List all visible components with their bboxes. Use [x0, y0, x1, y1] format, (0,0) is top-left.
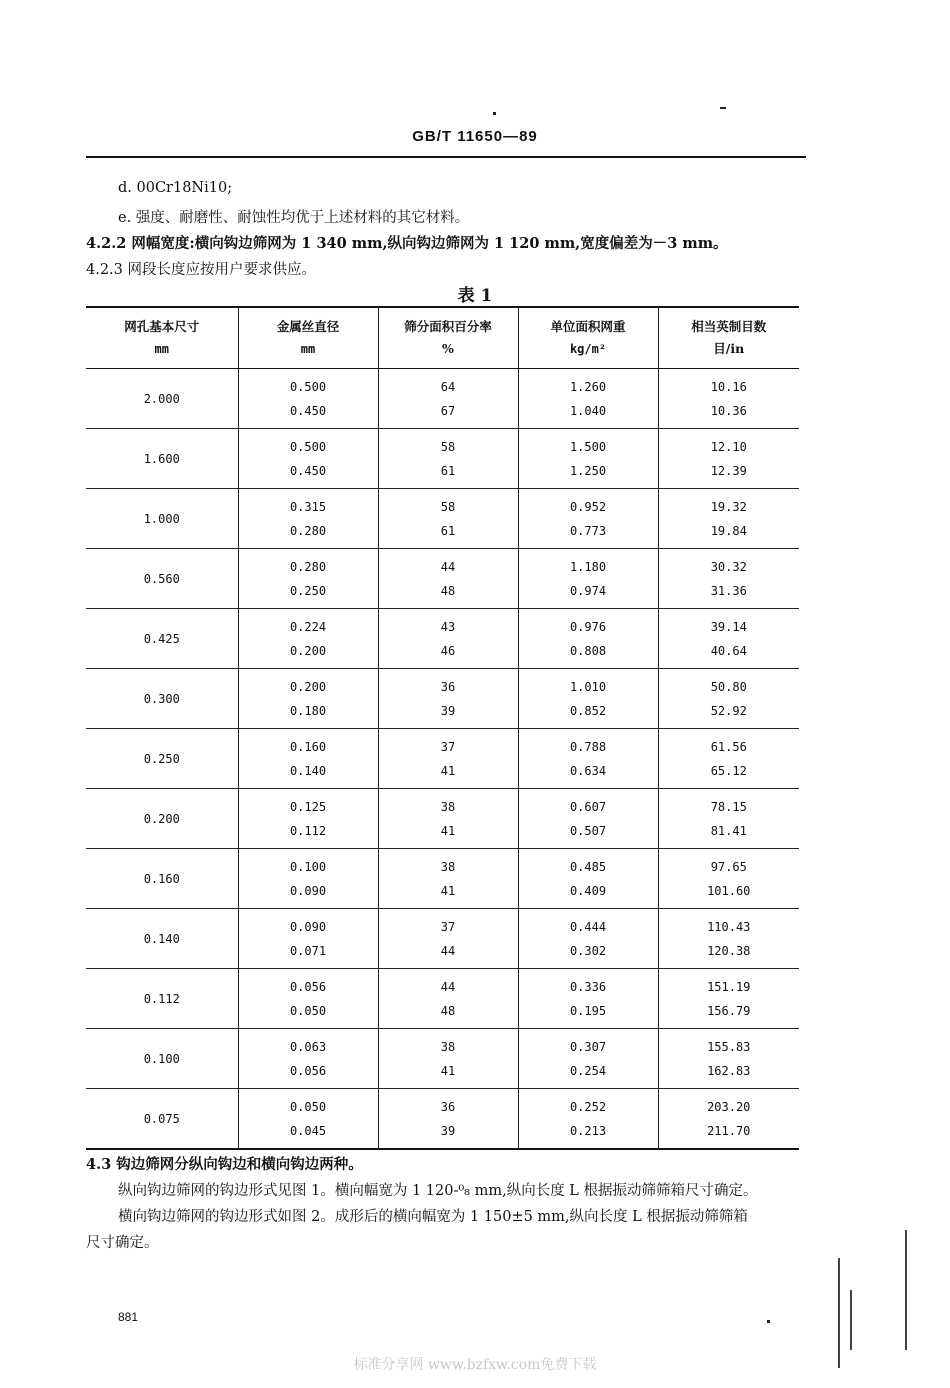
cell-value: 46	[440, 643, 456, 658]
cell-open-area	[378, 669, 518, 729]
cell-aperture	[86, 609, 238, 669]
cell-value: 151.19	[707, 979, 751, 994]
cell-value: 0.450	[289, 403, 327, 418]
cell-value: 1.040	[569, 403, 607, 418]
cell-wire-diameter	[238, 849, 378, 909]
cell-value: 12.10	[710, 439, 747, 454]
table-row	[86, 909, 799, 969]
cell-value: 41	[440, 1063, 456, 1078]
cell-wire-diameter	[238, 789, 378, 849]
cell-value: 0.045	[289, 1123, 327, 1138]
table-title: 表 1	[457, 286, 493, 306]
cell-value: 0.112	[289, 823, 327, 838]
cell-value: 0.224	[289, 619, 327, 634]
col-header-aperture: 网孔基本尺寸 mm	[86, 307, 238, 369]
table-row	[86, 1089, 799, 1150]
table-row	[86, 429, 799, 489]
clause-4-3: 4.3 钩边筛网分纵向钩边和横向钩边两种。	[86, 1156, 363, 1173]
table-row	[86, 369, 799, 429]
cell-value: 41	[440, 763, 456, 778]
cell-value: 0.976	[569, 619, 607, 634]
cell-value: 1.260	[569, 379, 607, 394]
cell-value: 0.056	[289, 979, 327, 994]
cell-value: 40.64	[710, 643, 747, 658]
cell-wire-diameter	[238, 1089, 378, 1150]
cell-mesh-count	[658, 969, 799, 1029]
scan-edge-line	[850, 1290, 852, 1350]
paragraph-longitudinal: 纵向钩边筛网的钩边形式见图 1。横向幅宽为 1 120-⁰₈ mm,纵向长度 L 根据振动筛筛箱尺寸确定。	[118, 1183, 758, 1199]
cell-value: 155.83	[707, 1039, 751, 1054]
cell-value: 10.16	[710, 379, 747, 394]
cell-wire-diameter	[238, 729, 378, 789]
cell-value: 36	[440, 1099, 456, 1114]
cell-value: 19.84	[710, 523, 747, 538]
cell-value: 0.160	[143, 871, 180, 886]
cell-value: 0.090	[289, 883, 327, 898]
cell-value: 120.38	[707, 943, 751, 958]
clause-4-2-2: 4.2.2 网幅宽度:横向钩边筛网为 1 340 mm,纵向钩边筛网为 1 120 mm,宽度偏差为－3 mm。	[86, 235, 728, 252]
cell-value: 1.500	[569, 439, 607, 454]
cell-value: 0.125	[289, 799, 327, 814]
col-header-mesh-count: 相当英制目数 目/in	[658, 307, 799, 369]
cell-weight	[518, 729, 658, 789]
cell-value: 0.112	[143, 991, 180, 1006]
cell-value: 1.250	[569, 463, 607, 478]
scan-edge-line	[905, 1230, 907, 1350]
cell-value: 211.70	[707, 1123, 751, 1138]
cell-value: 39	[440, 1123, 456, 1138]
cell-mesh-count	[658, 849, 799, 909]
cell-value: 0.195	[569, 1003, 607, 1018]
cell-weight	[518, 669, 658, 729]
cell-value: 38	[440, 1039, 456, 1054]
cell-value: 12.39	[710, 463, 747, 478]
cell-mesh-count	[658, 549, 799, 609]
cell-aperture	[86, 429, 238, 489]
cell-wire-diameter	[238, 969, 378, 1029]
cell-value: 0.302	[569, 943, 607, 958]
cell-aperture	[86, 849, 238, 909]
cell-value: 0.974	[569, 583, 607, 598]
cell-value: 0.315	[289, 499, 327, 514]
cell-value: 0.634	[569, 763, 607, 778]
cell-open-area	[378, 1089, 518, 1150]
cell-weight	[518, 1029, 658, 1089]
cell-value: 0.808	[569, 643, 607, 658]
cell-value: 52.92	[710, 703, 747, 718]
table-row	[86, 789, 799, 849]
cell-weight	[518, 549, 658, 609]
cell-wire-diameter	[238, 429, 378, 489]
cell-value: 78.15	[710, 799, 747, 814]
cell-mesh-count	[658, 669, 799, 729]
cell-value: 31.36	[710, 583, 747, 598]
cell-mesh-count	[658, 369, 799, 429]
cell-value: 61	[440, 463, 456, 478]
cell-value: 0.425	[143, 631, 180, 646]
cell-open-area	[378, 609, 518, 669]
cell-value: 65.12	[710, 763, 747, 778]
cell-value: 44	[440, 979, 456, 994]
cell-wire-diameter	[238, 669, 378, 729]
cell-weight	[518, 429, 658, 489]
cell-value: 0.254	[569, 1063, 607, 1078]
cell-weight	[518, 789, 658, 849]
cell-wire-diameter	[238, 549, 378, 609]
cell-value: 110.43	[707, 919, 751, 934]
cell-value: 64	[440, 379, 456, 394]
cell-mesh-count	[658, 789, 799, 849]
page-header: GB/T 11650—89	[412, 128, 538, 145]
cell-value: 0.250	[289, 583, 327, 598]
cell-value: 58	[440, 499, 456, 514]
cell-value: 0.160	[289, 739, 327, 754]
cell-open-area	[378, 969, 518, 1029]
cell-value: 0.560	[143, 571, 180, 586]
cell-value: 0.300	[143, 691, 180, 706]
cell-open-area	[378, 1029, 518, 1089]
cell-wire-diameter	[238, 909, 378, 969]
scan-speck	[720, 107, 726, 109]
cell-value: 0.250	[143, 751, 180, 766]
cell-wire-diameter	[238, 609, 378, 669]
cell-value: 1.180	[569, 559, 607, 574]
cell-wire-diameter	[238, 1029, 378, 1089]
cell-value: 0.307	[569, 1039, 607, 1054]
cell-value: 0.280	[289, 559, 327, 574]
cell-mesh-count	[658, 609, 799, 669]
cell-aperture	[86, 909, 238, 969]
cell-value: 36	[440, 679, 456, 694]
cell-weight	[518, 369, 658, 429]
cell-value: 0.444	[569, 919, 607, 934]
cell-aperture	[86, 789, 238, 849]
cell-value: 0.100	[289, 859, 327, 874]
cell-value: 48	[440, 583, 456, 598]
cell-value: 67	[440, 403, 456, 418]
cell-value: 0.063	[289, 1039, 327, 1054]
cell-open-area	[378, 489, 518, 549]
cell-aperture	[86, 489, 238, 549]
cell-mesh-count	[658, 1089, 799, 1150]
cell-weight	[518, 489, 658, 549]
cell-value: 1.010	[569, 679, 607, 694]
cell-value: 0.050	[289, 1099, 327, 1114]
table-header-row	[86, 307, 799, 369]
cell-open-area	[378, 849, 518, 909]
scan-speck	[767, 1320, 770, 1323]
cell-value: 41	[440, 883, 456, 898]
header-rule	[86, 156, 806, 158]
cell-mesh-count	[658, 909, 799, 969]
cell-value: 0.140	[289, 763, 327, 778]
cell-value: 30.32	[710, 559, 747, 574]
cell-open-area	[378, 549, 518, 609]
mesh-spec-table	[86, 306, 799, 1150]
cell-value: 44	[440, 943, 456, 958]
cell-value: 41	[440, 823, 456, 838]
cell-weight	[518, 1089, 658, 1150]
col-header-open-area: 筛分面积百分率 %	[378, 307, 518, 369]
table-row	[86, 729, 799, 789]
cell-weight	[518, 909, 658, 969]
cell-value: 0.409	[569, 883, 607, 898]
table-row	[86, 1029, 799, 1089]
cell-wire-diameter	[238, 489, 378, 549]
cell-value: 0.852	[569, 703, 607, 718]
cell-value: 81.41	[710, 823, 747, 838]
cell-value: 58	[440, 439, 456, 454]
cell-value: 61.56	[710, 739, 747, 754]
item-d: d. 00Cr18Ni10;	[118, 180, 233, 196]
clause-4-2-3: 4.2.3 网段长度应按用户要求供应。	[86, 262, 317, 278]
cell-aperture	[86, 369, 238, 429]
paragraph-transverse-cont: 尺寸确定。	[86, 1235, 159, 1251]
cell-weight	[518, 849, 658, 909]
cell-open-area	[378, 909, 518, 969]
cell-mesh-count	[658, 489, 799, 549]
cell-aperture	[86, 669, 238, 729]
scan-edge-line	[838, 1258, 840, 1368]
cell-value: 97.65	[710, 859, 747, 874]
cell-aperture	[86, 1089, 238, 1150]
cell-open-area	[378, 729, 518, 789]
cell-value: 44	[440, 559, 456, 574]
cell-value: 0.075	[143, 1111, 180, 1126]
cell-value: 0.280	[289, 523, 327, 538]
cell-aperture	[86, 969, 238, 1029]
cell-value: 0.788	[569, 739, 607, 754]
cell-value: 0.071	[289, 943, 327, 958]
table-row	[86, 669, 799, 729]
cell-value: 1.000	[143, 511, 180, 526]
cell-value: 0.450	[289, 463, 327, 478]
cell-value: 38	[440, 799, 456, 814]
cell-value: 0.773	[569, 523, 607, 538]
cell-value: 0.050	[289, 1003, 327, 1018]
cell-mesh-count	[658, 429, 799, 489]
cell-value: 37	[440, 739, 456, 754]
cell-wire-diameter	[238, 369, 378, 429]
cell-value: 39.14	[710, 619, 747, 634]
cell-value: 0.500	[289, 379, 327, 394]
table-row	[86, 609, 799, 669]
cell-value: 1.600	[143, 451, 180, 466]
cell-value: 43	[440, 619, 456, 634]
cell-value: 0.200	[143, 811, 180, 826]
cell-mesh-count	[658, 1029, 799, 1089]
cell-value: 0.213	[569, 1123, 607, 1138]
col-header-weight: 单位面积网重 kg/m²	[518, 307, 658, 369]
cell-value: 101.60	[707, 883, 751, 898]
page-number: 881	[118, 1310, 139, 1324]
cell-value: 0.180	[289, 703, 327, 718]
table-row	[86, 969, 799, 1029]
cell-mesh-count	[658, 729, 799, 789]
cell-value: 0.200	[289, 679, 327, 694]
cell-value: 2.000	[143, 391, 180, 406]
cell-value: 162.83	[707, 1063, 751, 1078]
cell-value: 0.140	[143, 931, 180, 946]
cell-open-area	[378, 789, 518, 849]
cell-value: 0.507	[569, 823, 607, 838]
cell-weight	[518, 609, 658, 669]
cell-open-area	[378, 429, 518, 489]
cell-value: 0.500	[289, 439, 327, 454]
cell-value: 0.952	[569, 499, 607, 514]
item-e: e. 强度、耐磨性、耐蚀性均优于上述材料的其它材料。	[118, 210, 470, 226]
cell-value: 38	[440, 859, 456, 874]
col-header-wire-diameter: 金属丝直径 mm	[238, 307, 378, 369]
cell-value: 19.32	[710, 499, 747, 514]
cell-weight	[518, 969, 658, 1029]
cell-aperture	[86, 549, 238, 609]
cell-value: 0.252	[569, 1099, 607, 1114]
cell-aperture	[86, 1029, 238, 1089]
paragraph-transverse: 横向钩边筛网的钩边形式如图 2。成形后的横向幅宽为 1 150±5 mm,纵向长度 L 根据振动筛筛箱	[118, 1209, 748, 1225]
cell-value: 0.200	[289, 643, 327, 658]
cell-value: 0.056	[289, 1063, 327, 1078]
mesh-table-wrapper	[86, 306, 799, 1150]
watermark-text: 标准分享网 www.bzfxw.com免费下载	[353, 1357, 597, 1373]
cell-value: 0.607	[569, 799, 607, 814]
cell-value: 203.20	[707, 1099, 751, 1114]
cell-value: 39	[440, 703, 456, 718]
table-row	[86, 849, 799, 909]
cell-value: 48	[440, 1003, 456, 1018]
cell-value: 61	[440, 523, 456, 538]
cell-value: 0.336	[569, 979, 607, 994]
cell-value: 0.100	[143, 1051, 180, 1066]
cell-value: 0.485	[569, 859, 607, 874]
cell-open-area	[378, 369, 518, 429]
cell-value: 37	[440, 919, 456, 934]
cell-value: 0.090	[289, 919, 327, 934]
table-row	[86, 489, 799, 549]
cell-value: 156.79	[707, 1003, 751, 1018]
table-row	[86, 549, 799, 609]
cell-value: 10.36	[710, 403, 747, 418]
cell-aperture	[86, 729, 238, 789]
scan-speck	[493, 112, 496, 115]
cell-value: 50.80	[710, 679, 747, 694]
